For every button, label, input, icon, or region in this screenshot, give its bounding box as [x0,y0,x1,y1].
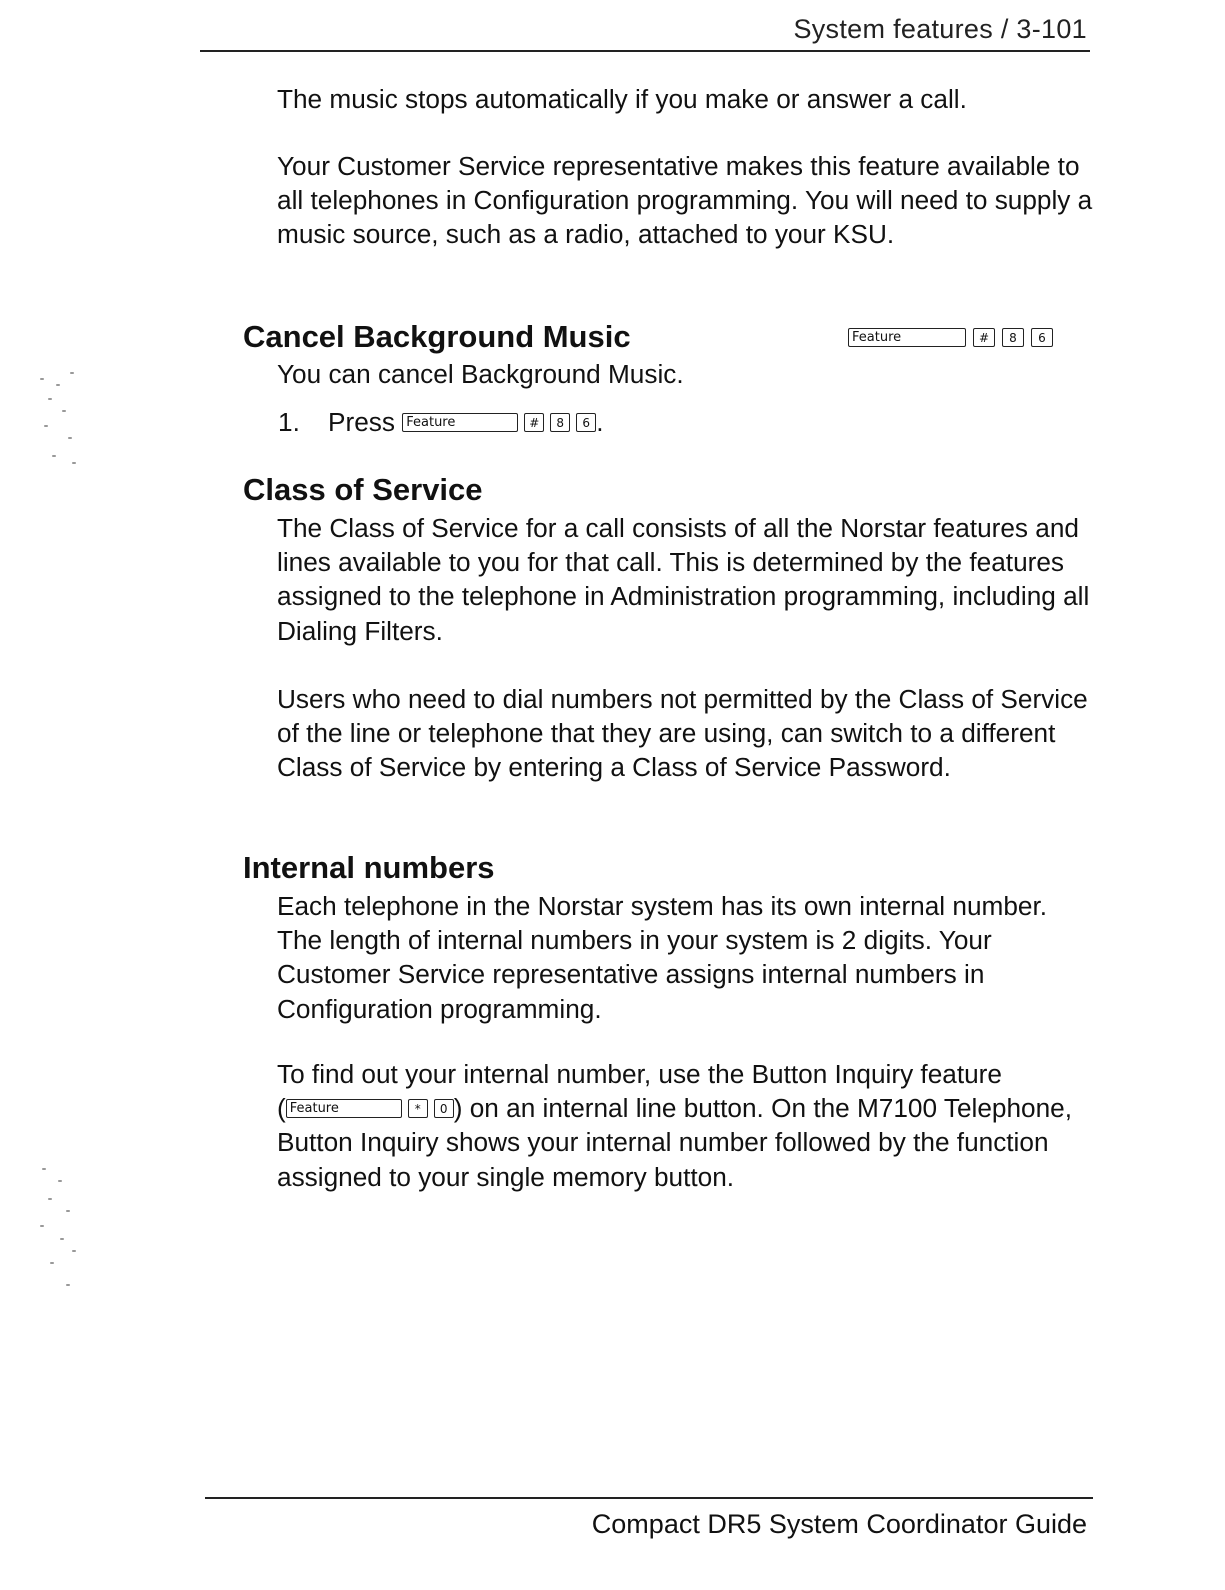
cancel-music-step-1 [278,405,604,439]
digit-8-key: 8 [550,413,570,432]
feature-key: Feature [286,1099,402,1118]
p2-end: ) on an internal line button. On the M7100 Telephone, Button Inquiry shows your internal number followed by the function assigned to your single memory button. [277,1093,1073,1192]
section-title-internal-numbers: Internal numbers [243,850,495,885]
step-number: 1. [278,407,300,437]
footer-title: Compact DR5 System Coordinator Guide [591,1509,1087,1539]
internal-numbers-paragraph-2 [277,1057,1097,1194]
step-end: . [596,407,604,437]
class-of-service-paragraph-2: Users who need to dial numbers not permitted by the Class of Service of the line or telephone that they are using, can switch to a different Class of Service by entering a Class of Service Password. [277,684,1088,783]
star-key: * [408,1099,428,1118]
cancel-music-key-sequence [848,330,1053,349]
internal-numbers-paragraph-1: Each telephone in the Norstar system has its own internal number. The length of internal numbers in your system is 2 digits. Your Customer Service representative assigns internal numbers in Configuration programming. [277,891,1048,1024]
feature-key: Feature [402,413,518,432]
hash-key: # [973,328,995,347]
digit-6-key: 6 [576,413,596,432]
class-of-service-paragraph-1: The Class of Service for a call consists of all the Norstar features and lines available to you for that call. This is determined by the features assigned to the telephone in Administration programming, including all Dialing Filters. [277,513,1090,646]
hash-key: # [524,413,544,432]
header-rule [200,50,1090,52]
p2-start: To find out your internal number, use the Button Inquiry feature [277,1059,1002,1089]
cancel-music-paragraph: You can cancel Background Music. [277,359,684,389]
intro-paragraph-1: The music stops automatically if you make or answer a call. [277,84,967,114]
feature-key: Feature [848,328,966,347]
digit-8-key: 8 [1002,328,1024,347]
running-head: System features / 3-101 [793,14,1087,44]
p2-paren-open: ( [277,1093,286,1124]
footer-rule [205,1497,1093,1499]
section-title-class-of-service: Class of Service [243,472,483,507]
section-title-cancel-music: Cancel Background Music [243,319,631,354]
digit-0-key: 0 [434,1099,454,1118]
step-text: Press [328,407,395,437]
digit-6-key: 6 [1031,328,1053,347]
intro-paragraph-2: Your Customer Service representative makes this feature available to all telephones in Configuration programming. You will need to supply a music source, such as a radio, attached to your KSU. [277,151,1093,250]
